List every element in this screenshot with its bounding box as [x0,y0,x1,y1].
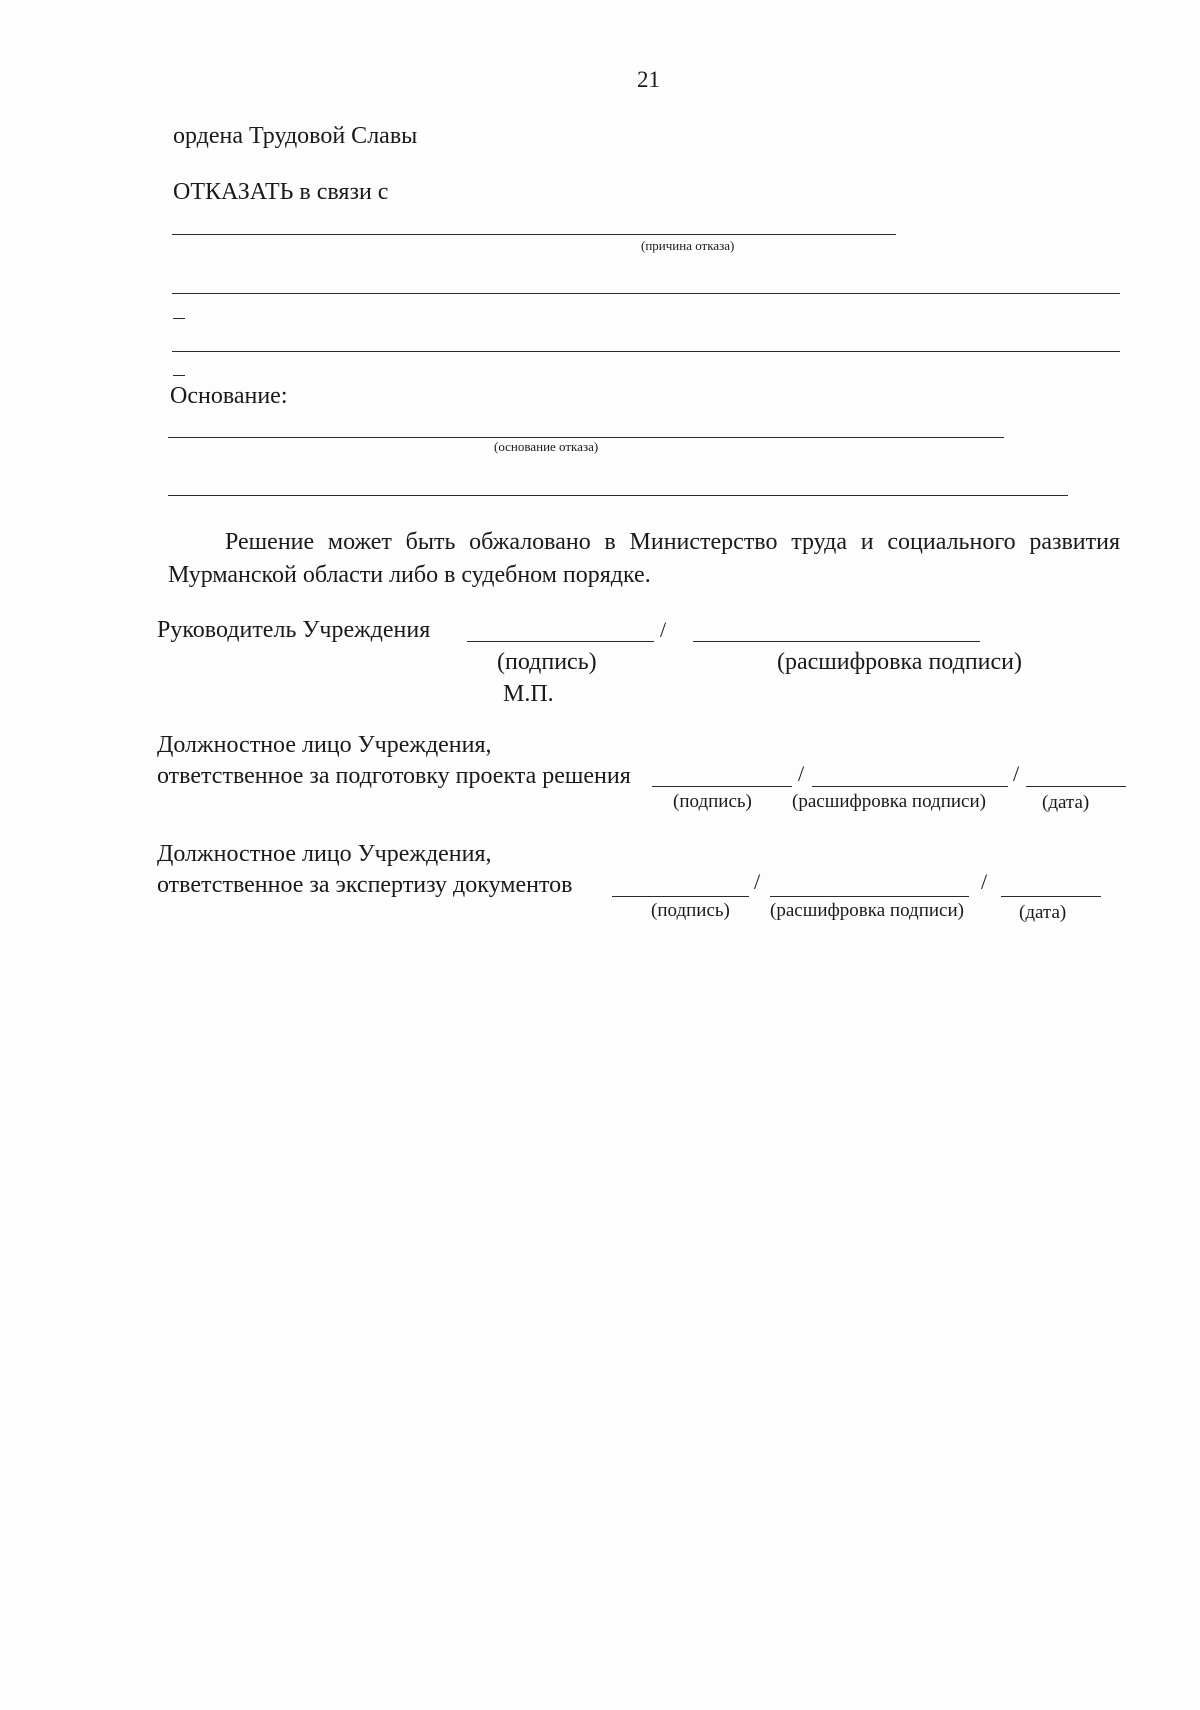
basis-line-2 [168,495,1068,496]
refusal-reason-line [172,234,896,235]
prep-decoding-line [812,786,1008,787]
official-exam-line1: Должностное лицо Учреждения, [157,841,492,867]
line-continuation-mark [173,318,185,319]
exam-signature-line [612,896,749,897]
exam-decoding-line [770,896,969,897]
award-line: ордена Трудовой Славы [173,123,418,149]
refusal-reason-caption: (причина отказа) [641,238,735,253]
stamp-mark: М.П. [503,681,554,707]
exam-caption-signature: (подпись) [651,900,730,921]
official-prep-line1: Должностное лицо Учреждения, [157,732,492,758]
appeal-paragraph: Решение может быть обжаловано в Министерство труда и социального развития Мурманской области либо в судебном порядке. [168,529,1120,588]
refusal-lead: ОТКАЗАТЬ в связи с [173,179,389,205]
exam-caption-decoding: (расшифровка подписи) [770,900,964,921]
separator-slash: / [981,869,988,894]
head-caption-signature: (подпись) [497,649,597,675]
head-label: Руководитель Учреждения [157,617,431,643]
refusal-line-3 [172,351,1120,352]
exam-caption-date: (дата) [1019,902,1067,923]
head-signature-line [467,641,654,642]
separator-slash: / [798,761,805,786]
refusal-line-2 [172,293,1120,294]
separator-slash: / [754,869,761,894]
separator-slash: / [660,617,667,642]
official-exam-line2: ответственное за экспертизу документов [157,872,573,898]
basis-line-1 [168,437,1004,438]
separator-slash: / [1013,761,1020,786]
prep-signature-line [652,786,792,787]
prep-caption-signature: (подпись) [673,791,752,812]
basis-label: Основание: [170,383,288,409]
prep-date-line [1026,786,1126,787]
exam-date-line [1001,896,1101,897]
line-continuation-mark [173,375,185,376]
basis-caption: (основание отказа) [494,439,599,454]
head-caption-decoding: (расшифровка подписи) [777,649,1022,675]
prep-caption-date: (дата) [1042,792,1090,813]
official-prep-line2: ответственное за подготовку проекта решения [157,763,631,789]
page-number: 21 [637,67,660,92]
head-decoding-line [693,641,980,642]
prep-caption-decoding: (расшифровка подписи) [792,791,986,812]
